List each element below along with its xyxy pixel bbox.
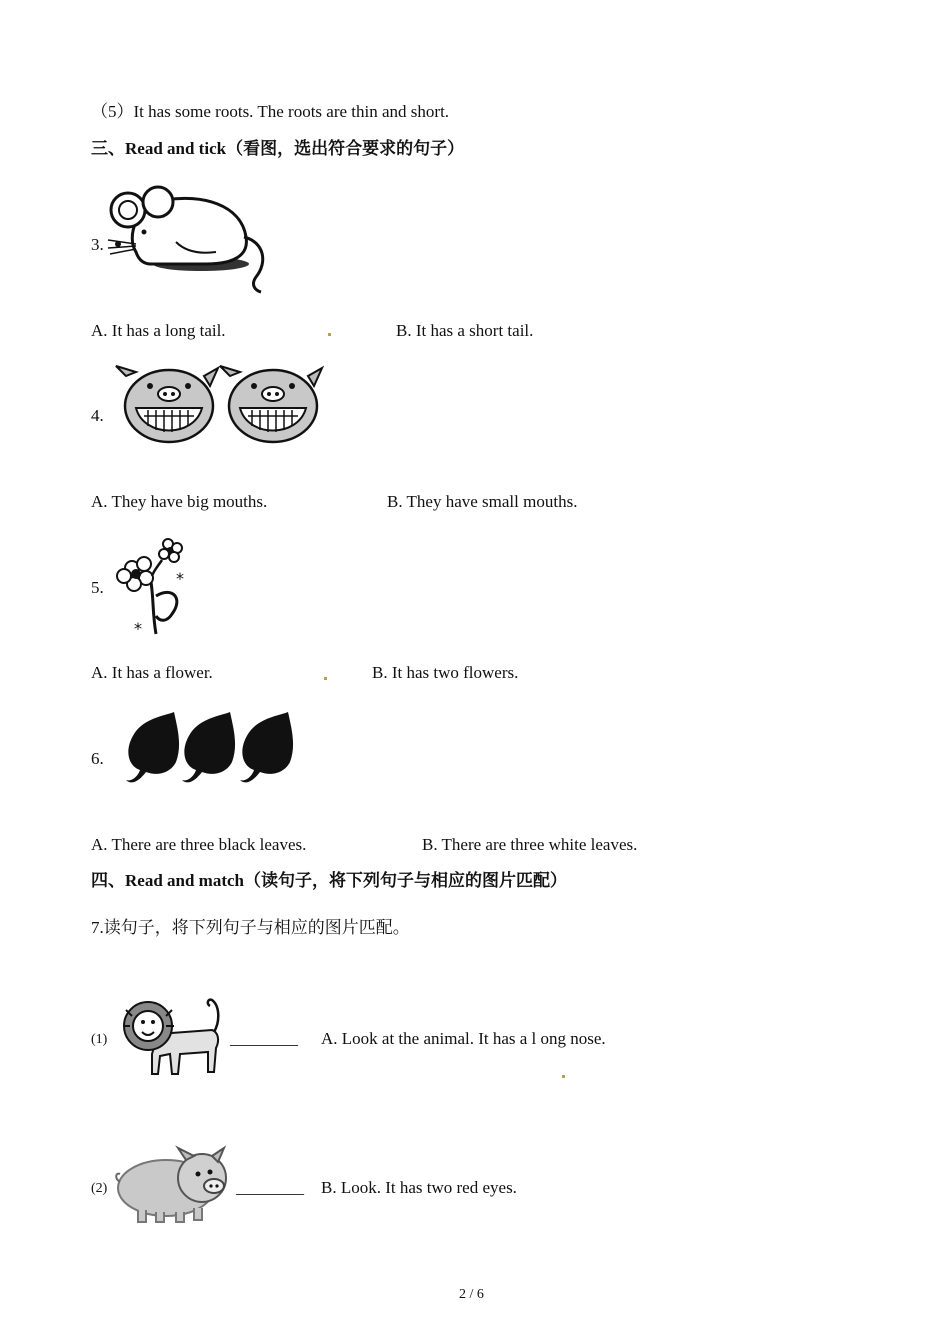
marker-dot — [324, 677, 327, 680]
svg-text:*: * — [176, 569, 184, 588]
marker-dot — [562, 1075, 565, 1078]
page-number: 2 / 6 — [459, 1287, 484, 1302]
q7-prompt: 7.读句子，将下列句子与相应的图片匹配。 — [91, 918, 410, 937]
q5-option-a[interactable]: A. It has a flower. — [91, 663, 213, 682]
match-sentence: A. Look at the animal. It has a l ong nose. — [321, 1029, 606, 1048]
q3-number: 3. — [91, 235, 104, 254]
lion-illustration — [120, 996, 228, 1078]
match-sentence: B. Look. It has two red eyes. — [321, 1178, 517, 1197]
match-item-number: (1) — [91, 1032, 108, 1047]
q3-option-b[interactable]: B. It has a short tail. — [396, 321, 534, 340]
match-item-number: (2) — [91, 1181, 108, 1196]
q5-option-b[interactable]: B. It has two flowers. — [372, 663, 519, 682]
pig-illustration — [112, 1144, 234, 1224]
q6-option-a[interactable]: A. There are three black leaves. — [91, 835, 307, 854]
section-3-heading: 三、Read and tick（看图，选出符合要求的句子） — [91, 139, 465, 158]
svg-text:*: * — [134, 619, 142, 638]
statement-5: （5）It has some roots. The roots are thin and short. — [91, 102, 450, 121]
q6-option-b[interactable]: B. There are three white leaves. — [422, 835, 638, 854]
section-4-heading: 四、Read and match（读句子，将下列句子与相应的图片匹配） — [91, 871, 568, 890]
mouse-illustration — [106, 182, 274, 296]
match-blank[interactable]: ________ — [236, 1178, 304, 1197]
q5-number: 5. — [91, 578, 104, 597]
q4-number: 4. — [91, 406, 104, 425]
three-leaves-illustration — [122, 710, 294, 790]
marker-dot — [328, 333, 331, 336]
q4-option-b[interactable]: B. They have small mouths. — [387, 492, 578, 511]
two-pig-faces-illustration — [114, 364, 326, 446]
q4-option-a[interactable]: A. They have big mouths. — [91, 492, 268, 511]
q6-number: 6. — [91, 749, 104, 768]
q3-option-a[interactable]: A. It has a long tail. — [91, 321, 226, 340]
flower-illustration — [112, 536, 192, 640]
match-blank[interactable]: ________ — [230, 1029, 298, 1048]
